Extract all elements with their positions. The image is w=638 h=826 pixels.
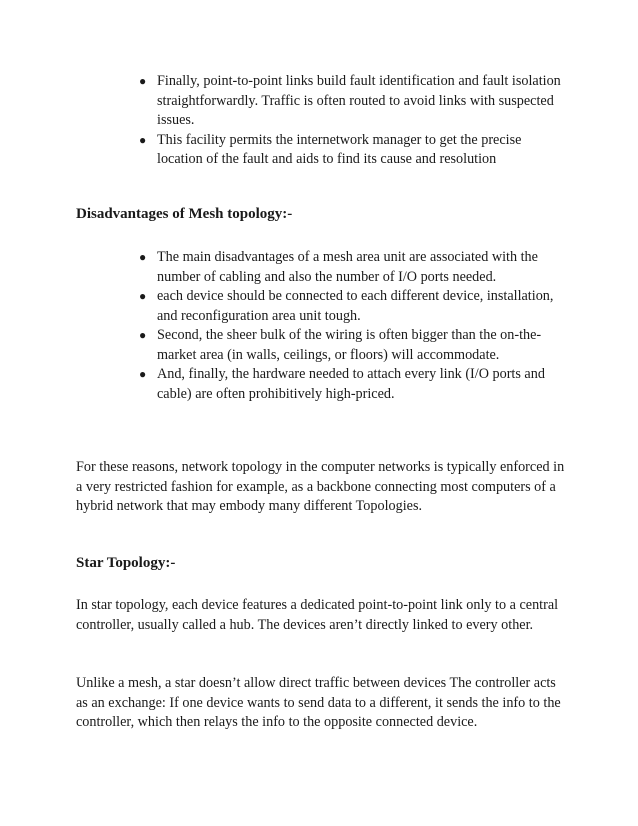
bullet-list-advantages (139, 72, 569, 170)
list-item (139, 248, 569, 287)
list-item-text: The main disadvantages of a mesh area unit are associated with the number of cabling and also the number of I/O ports needed. (157, 249, 538, 285)
list-item-text: Second, the sheer bulk of the wiring is often bigger than the on-the-market area (in walls, ceilings, or floors) will accommodate. (157, 327, 542, 363)
bullet-icon: ● (139, 289, 147, 303)
list-item (139, 131, 569, 170)
bullet-icon: ● (139, 132, 147, 147)
heading-disadvantages: Disadvantages of Mesh topology:- (76, 206, 293, 222)
bullet-icon: ● (139, 74, 147, 88)
list-item-text: And, finally, the hardware needed to attach every link (I/O ports and cable) are often prohibitively high-priced. (157, 366, 545, 402)
paragraph-reasons: For these reasons, network topology in the computer networks is typically enforced in a very restricted fashion for example, as a backbone connecting most computers of a hybrid network that may embody many different Topologies. (76, 459, 565, 514)
bullet-icon: ● (139, 328, 147, 342)
bullet-icon: ● (139, 367, 147, 381)
list-item (139, 326, 569, 365)
bullet-list-disadvantages (139, 248, 569, 404)
list-item (139, 72, 569, 131)
list-item-text: Finally, point-to-point links build fault identification and fault isolation straightforwardly. Traffic is often routed to avoid links with suspected issues. (157, 73, 561, 128)
list-item (139, 287, 569, 326)
list-item-text: each device should be connected to each different device, installation, and reconfiguration area unit tough. (157, 288, 554, 324)
paragraph-star-intro: In star topology, each device features a dedicated point-to-point link only to a central controller, usually called a hub. The devices aren’t directly linked to every other. (76, 597, 559, 633)
heading-star-topology: Star Topology:- (76, 555, 176, 571)
list-item-text: This facility permits the internetwork manager to get the precise location of the fault and aids to find its cause and resolution (157, 131, 522, 167)
bullet-icon: ● (139, 250, 147, 264)
list-item (139, 365, 569, 404)
paragraph-star-vs-mesh: Unlike a mesh, a star doesn’t allow direct traffic between devices The controller acts as an exchange: If one device wants to send data to a different, it sends the info to the controller, which then relays the info to the opposite connected device. (76, 675, 561, 730)
